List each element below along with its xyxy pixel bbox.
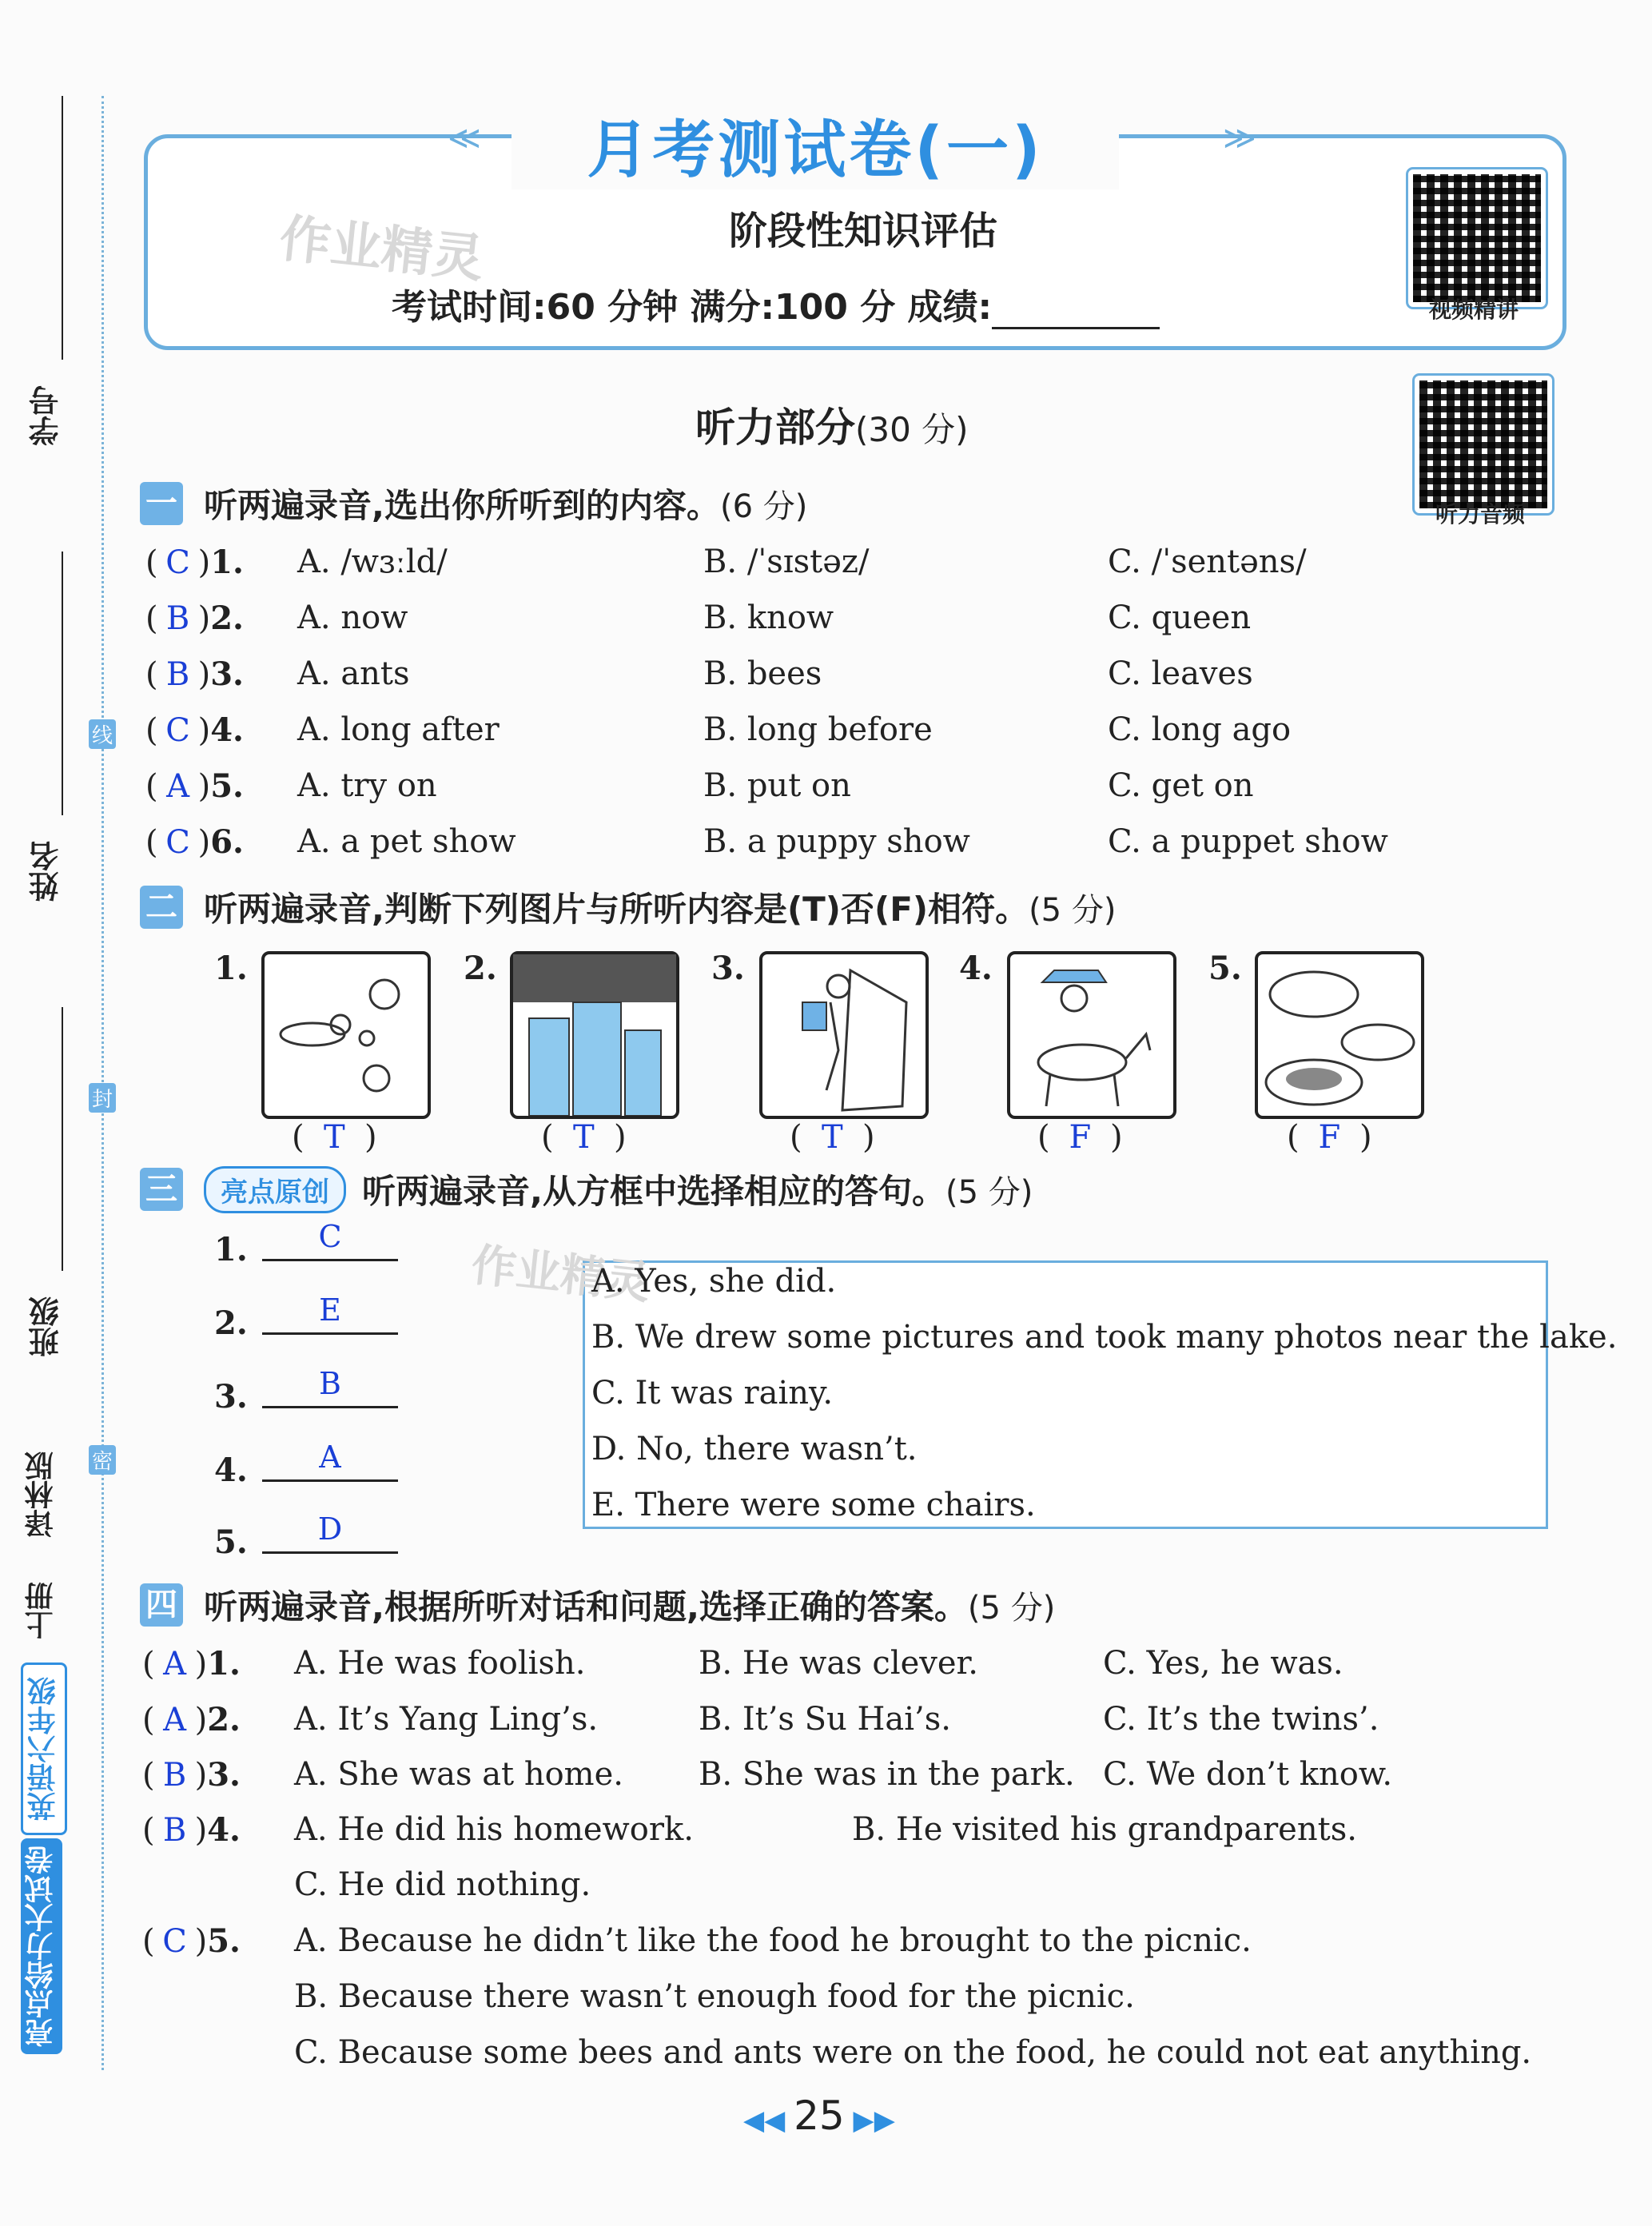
q1-option-b: B. /ˈsɪstəz/ bbox=[703, 544, 870, 580]
q2-item-4-number: 4. bbox=[959, 950, 993, 987]
q1-number: 一 bbox=[140, 482, 183, 525]
q2-answer[interactable]: F bbox=[1069, 1119, 1092, 1156]
q3-blank-number: 5. bbox=[214, 1523, 248, 1561]
q3-header bbox=[140, 1165, 1033, 1213]
q1-instruction: 听两遍录音,选出你所听到的内容。 bbox=[204, 486, 720, 525]
q4-option-c: C. Yes, he was. bbox=[1103, 1645, 1343, 1682]
q4-answer[interactable]: B bbox=[162, 1812, 187, 1849]
q4-option-a: A. Because he didn’t like the food he brought to the picnic. bbox=[294, 1922, 1252, 1959]
q1-item-number: 5. bbox=[210, 767, 244, 805]
q1-row: ( B )2. bbox=[145, 599, 244, 637]
q1-option-a: A. /wɜːld/ bbox=[297, 544, 448, 580]
q4-item-number: 5. bbox=[207, 1922, 241, 1960]
q4-row: ( A )2. bbox=[142, 1701, 241, 1738]
q1-answer[interactable]: C bbox=[165, 824, 190, 861]
cut-mark-seal: 封 bbox=[89, 1083, 116, 1113]
q3-option: D. No, there wasn’t. bbox=[591, 1431, 918, 1467]
q3-instruction: 听两遍录音,从方框中选择相应的答句。 bbox=[362, 1172, 945, 1211]
exam-info-text: 考试时间:60 分钟 满分:100 分 成绩: bbox=[392, 287, 993, 328]
page-subtitle: 阶段性知识评估 bbox=[728, 209, 997, 253]
q3-blank[interactable]: E bbox=[262, 1292, 398, 1335]
q2-points: (5 分) bbox=[1029, 891, 1117, 929]
q4-answer[interactable]: B bbox=[162, 1757, 187, 1794]
q4-answer[interactable]: C bbox=[162, 1923, 187, 1960]
q1-item-number: 4. bbox=[210, 711, 244, 749]
q1-header bbox=[140, 480, 807, 528]
q4-option-c: C. It’s the twins’. bbox=[1103, 1701, 1379, 1738]
q3-blank[interactable]: C bbox=[262, 1219, 398, 1261]
q2-answer-row: ( F ) bbox=[1287, 1119, 1372, 1156]
q4-item-number: 1. bbox=[207, 1645, 241, 1682]
q4-points: (5 分) bbox=[967, 1589, 1056, 1627]
cut-mark-secret: 密 bbox=[89, 1445, 116, 1475]
book-spine bbox=[21, 1431, 62, 2062]
q4-number: 四 bbox=[140, 1583, 183, 1627]
picture-climbing bbox=[759, 951, 929, 1119]
q1-option-c: C. leaves bbox=[1108, 655, 1253, 692]
page-arrow-right-icon: ▶▶ bbox=[844, 2105, 895, 2136]
margin-line-1 bbox=[62, 96, 63, 360]
q3-blank-number: 4. bbox=[214, 1451, 248, 1489]
q4-option-b: B. Because there wasn’t enough food for the picnic. bbox=[294, 1978, 1135, 2015]
q1-option-a: A. a pet show bbox=[297, 823, 516, 860]
label-student-no: 学号 bbox=[29, 385, 64, 446]
q4-row: ( C )5. bbox=[142, 1922, 241, 1960]
watermark-2: 作业精灵 bbox=[468, 1239, 653, 1310]
header-arrow-left: ≪ bbox=[448, 120, 481, 157]
picture-cowboy-horse bbox=[1007, 951, 1176, 1119]
q4-item-number: 4. bbox=[207, 1811, 241, 1849]
margin-line-3 bbox=[62, 1007, 63, 1271]
q3-option: B. We drew some pictures and took many photos near the lake. bbox=[591, 1319, 1618, 1356]
q3-blank-number: 2. bbox=[214, 1304, 248, 1342]
q1-option-a: A. ants bbox=[297, 655, 410, 692]
q1-row: ( C )6. bbox=[145, 823, 244, 861]
q3-blank[interactable]: A bbox=[262, 1440, 398, 1482]
q4-instruction: 听两遍录音,根据所听对话和问题,选择正确的答案。 bbox=[204, 1587, 968, 1627]
q1-item-number: 3. bbox=[210, 655, 244, 693]
q1-option-b: B. put on bbox=[703, 767, 851, 804]
q2-answer-row: ( F ) bbox=[1037, 1119, 1123, 1156]
q1-option-c: C. long ago bbox=[1108, 711, 1292, 748]
q1-option-a: A. now bbox=[297, 599, 408, 636]
q4-option-a: A. He did his homework. bbox=[294, 1811, 694, 1848]
section-points: (30 分) bbox=[855, 410, 969, 449]
q1-item-number: 2. bbox=[210, 599, 244, 637]
q2-item-1-number: 1. bbox=[214, 950, 248, 987]
spine-volume: 上册 bbox=[25, 1582, 58, 1639]
q1-answer[interactable]: B bbox=[165, 656, 190, 693]
q2-answer[interactable]: T bbox=[323, 1119, 345, 1156]
q2-instruction: 听两遍录音,判断下列图片与所听内容是(T)否(F)相符。 bbox=[204, 890, 1029, 929]
q2-answer[interactable]: T bbox=[821, 1119, 843, 1156]
q2-answer[interactable]: F bbox=[1318, 1119, 1341, 1156]
q3-number: 三 bbox=[140, 1168, 183, 1211]
qr-code-video[interactable] bbox=[1408, 169, 1546, 307]
q4-option-b: B. He visited his grandparents. bbox=[852, 1811, 1357, 1848]
header-arrow-right: ≫ bbox=[1223, 120, 1256, 157]
q4-answer[interactable]: A bbox=[163, 1702, 187, 1738]
q1-item-number: 1. bbox=[210, 544, 244, 581]
q4-option-c: C. He did nothing. bbox=[294, 1866, 591, 1903]
q4-option-a: A. He was foolish. bbox=[294, 1645, 586, 1682]
q1-item-number: 6. bbox=[210, 823, 244, 861]
picture-rainy-city bbox=[510, 951, 679, 1119]
picture-animals bbox=[261, 951, 431, 1119]
q4-header bbox=[140, 1581, 1055, 1629]
q4-option-a: A. She was at home. bbox=[294, 1756, 623, 1793]
q4-option-c: C. We don’t know. bbox=[1103, 1756, 1393, 1793]
page-arrow-left-icon: ◀◀ bbox=[743, 2105, 794, 2136]
q4-answer[interactable]: A bbox=[163, 1646, 187, 1682]
q3-blank-number: 3. bbox=[214, 1378, 248, 1416]
q2-answer[interactable]: T bbox=[572, 1119, 595, 1156]
q4-item-number: 2. bbox=[207, 1701, 241, 1738]
q4-row: ( B )4. bbox=[142, 1811, 241, 1849]
q2-item-3-number: 3. bbox=[711, 950, 745, 987]
q1-option-c: C. /ˈsentəns/ bbox=[1108, 544, 1307, 580]
spine-series: 亮点给力大试卷 bbox=[21, 1838, 62, 2054]
q4-option-b: B. She was in the park. bbox=[699, 1756, 1075, 1793]
q2-item-5-number: 5. bbox=[1208, 950, 1242, 987]
qr-label-video: 视频精讲 bbox=[1428, 297, 1519, 323]
q1-option-c: C. a puppet show bbox=[1108, 823, 1388, 860]
q3-option: C. It was rainy. bbox=[591, 1375, 834, 1412]
q1-option-b: B. know bbox=[703, 599, 834, 636]
q2-answer-row: ( T ) bbox=[541, 1119, 627, 1156]
q4-option-c: C. Because some bees and ants were on the food, he could not eat anything. bbox=[294, 2034, 1532, 2071]
page-title: 月考测试卷(一) bbox=[512, 100, 1119, 189]
q3-blank-number: 1. bbox=[214, 1231, 248, 1268]
q4-option-a: A. It’s Yang Ling’s. bbox=[294, 1701, 599, 1738]
score-blank bbox=[992, 295, 1160, 329]
label-class: 班级 bbox=[29, 1296, 64, 1357]
q3-blank[interactable]: B bbox=[262, 1366, 398, 1408]
page-number-text: 25 bbox=[794, 2093, 845, 2139]
q1-option-c: C. get on bbox=[1108, 767, 1254, 804]
q3-option: A. Yes, she did. bbox=[591, 1263, 837, 1300]
q2-answer-row: ( T ) bbox=[292, 1119, 377, 1156]
q1-answer[interactable]: C bbox=[165, 712, 190, 749]
q2-item-2-number: 2. bbox=[464, 950, 497, 987]
qr-code-audio[interactable] bbox=[1415, 376, 1552, 513]
q1-option-b: B. a puppy show bbox=[703, 823, 970, 860]
q3-blank[interactable]: D bbox=[262, 1511, 398, 1554]
label-name: 姓名 bbox=[29, 841, 64, 902]
q1-row: ( A )5. bbox=[145, 767, 244, 805]
q2-number: 二 bbox=[140, 886, 183, 929]
q4-option-b: B. It’s Su Hai’s. bbox=[699, 1701, 952, 1738]
q3-option: E. There were some chairs. bbox=[591, 1487, 1036, 1523]
q1-row: ( B )3. bbox=[145, 655, 244, 693]
q4-item-number: 3. bbox=[207, 1756, 241, 1794]
margin-line-2 bbox=[62, 552, 63, 815]
spine-grade: 英语六年级 bbox=[21, 1663, 67, 1835]
q4-row: ( B )3. bbox=[142, 1756, 241, 1794]
q1-option-a: A. try on bbox=[297, 767, 437, 804]
q3-points: (5 分) bbox=[945, 1173, 1033, 1211]
q1-option-c: C. queen bbox=[1108, 599, 1252, 636]
q1-option-a: A. long after bbox=[297, 711, 500, 748]
q4-row: ( A )1. bbox=[142, 1645, 241, 1682]
q1-points: (6 分) bbox=[719, 488, 808, 525]
page-number bbox=[743, 2093, 895, 2139]
cut-mark-line: 线 bbox=[89, 719, 116, 749]
qr-label-audio: 听力音频 bbox=[1435, 501, 1525, 528]
section-title-text: 听力部分 bbox=[695, 404, 855, 451]
spine-edition: 译林版 bbox=[25, 1451, 58, 1538]
watermark: 作业精灵 bbox=[277, 209, 487, 290]
q2-header bbox=[140, 883, 1116, 931]
q1-option-b: B. long before bbox=[703, 711, 933, 748]
q1-row: ( C )1. bbox=[145, 544, 244, 581]
exam-info bbox=[392, 278, 1160, 329]
q1-option-b: B. bees bbox=[703, 655, 822, 692]
q1-answer[interactable]: C bbox=[165, 544, 190, 581]
q4-option-b: B. He was clever. bbox=[699, 1645, 978, 1682]
section-title bbox=[695, 396, 969, 453]
q3-badge: 亮点原创 bbox=[204, 1166, 346, 1213]
q1-answer[interactable]: A bbox=[166, 768, 190, 805]
q1-answer[interactable]: B bbox=[165, 600, 190, 637]
q1-row: ( C )4. bbox=[145, 711, 244, 749]
q2-answer-row: ( T ) bbox=[790, 1119, 875, 1156]
picture-food-plates bbox=[1255, 951, 1424, 1119]
